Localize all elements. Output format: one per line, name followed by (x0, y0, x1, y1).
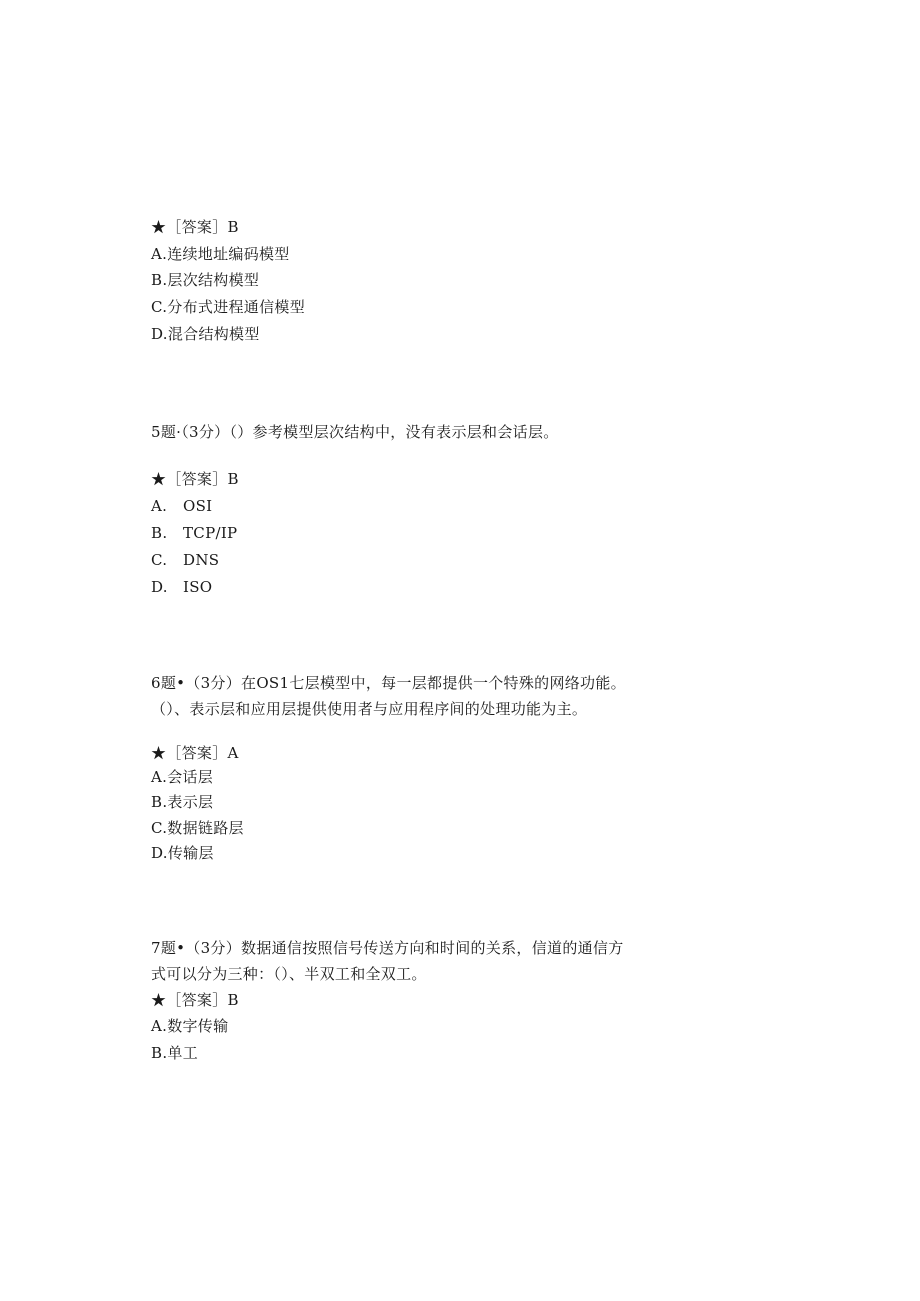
question-6-line-2: （）、表示层和应用层提供使用者与应用程序间的处理功能为主。 (151, 700, 588, 718)
option-letter: C. (151, 551, 168, 569)
option-text: DNS (183, 551, 220, 569)
answer-line (151, 990, 239, 1010)
option-b: B.表示层 (151, 793, 214, 811)
answer-prefix: ★［答案］ (151, 218, 228, 236)
option-c (151, 550, 219, 570)
option-text: ISO (183, 578, 213, 596)
option-text: TCP/IP (183, 524, 238, 542)
option-a: A.数字传输 (151, 1017, 229, 1035)
option-a: A.连续地址编码模型 (151, 245, 290, 263)
option-d: D.混合结构模型 (151, 325, 260, 343)
option-text: OSI (183, 497, 213, 515)
answer-line (151, 743, 239, 763)
answer-value: A (227, 744, 239, 762)
answer-value: B (227, 218, 239, 236)
question-6-line-1: 6题•（3分）在OS1七层模型中，每一层都提供一个特殊的网络功能。 (151, 674, 626, 692)
option-c: C.数据链路层 (151, 819, 244, 837)
answer-prefix: ★［答案］ (151, 470, 228, 488)
option-d: D.传输层 (151, 844, 214, 862)
option-d (151, 577, 212, 597)
question-5-text: 5题·（3分）（）参考模型层次结构中，没有表示层和会话层。 (151, 423, 559, 441)
option-a (151, 496, 212, 516)
question-7-line-2: 式可以分为三种：（）、半双工和全双工。 (151, 965, 427, 983)
question-7-line-1: 7题•（3分）数据通信按照信号传送方向和时间的关系，信道的通信方 (151, 939, 624, 957)
answer-line (151, 217, 239, 237)
answer-prefix: ★［答案］ (151, 991, 228, 1009)
option-letter: A. (151, 497, 168, 515)
answer-value: B (227, 991, 239, 1009)
option-b: B.单工 (151, 1044, 198, 1062)
option-b: B.层次结构模型 (151, 271, 260, 289)
option-b (151, 523, 237, 543)
answer-prefix: ★［答案］ (151, 744, 228, 762)
answer-line (151, 469, 239, 489)
answer-value: B (227, 470, 239, 488)
option-c: C.分布式进程通信模型 (151, 298, 306, 316)
option-letter: D. (151, 578, 168, 596)
option-a: A.会话层 (151, 768, 214, 786)
option-letter: B. (151, 524, 168, 542)
